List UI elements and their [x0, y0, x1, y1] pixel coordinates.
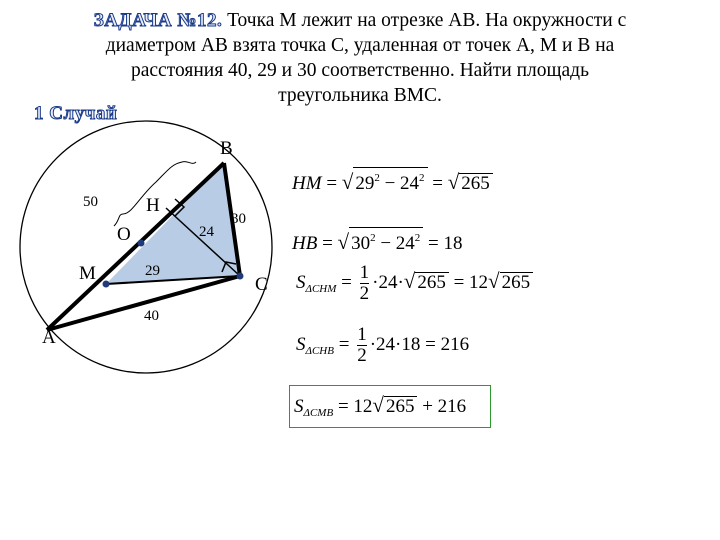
- s-chm-rad2: 265: [500, 272, 534, 293]
- hb-a: 30: [351, 233, 371, 254]
- s-chb-sub: ΔCHB: [305, 344, 334, 357]
- s-chm-num: 1: [359, 262, 370, 283]
- s-chm-sub: ΔCHM: [305, 282, 337, 295]
- label-h: H: [146, 195, 160, 216]
- s-chb-eq2: =: [425, 333, 436, 355]
- formula-s-chm: [296, 263, 533, 304]
- s-cmb-s: S: [294, 396, 304, 417]
- formula-hb: [292, 227, 463, 255]
- s-chm-mid: ·24·: [372, 271, 404, 293]
- formula-s-chb: [296, 325, 469, 366]
- s-cmb-eq: =: [337, 396, 349, 417]
- hm-exp-a: 2: [374, 172, 380, 184]
- sqrt-icon: √: [337, 230, 350, 254]
- value-24: 24: [199, 224, 214, 240]
- s-cmb-sub: ΔCMB: [303, 407, 334, 419]
- s-chb-mid: ·24·18: [369, 333, 421, 355]
- sqrt-icon: √: [372, 393, 384, 417]
- s-cmb-coef: 12: [353, 396, 373, 417]
- label-a: A: [42, 327, 56, 348]
- hm-b: 24: [400, 173, 420, 194]
- problem-line-2: диаметром AB взята точка C, удаленная от точек A, M и B на: [105, 35, 615, 56]
- sqrt-icon: √: [447, 170, 460, 194]
- case-label: 1 Случай: [34, 103, 118, 124]
- value-30: 30: [231, 211, 246, 227]
- hb-eq2: =: [428, 233, 439, 254]
- formula-s-cmb: [294, 393, 466, 419]
- sqrt-icon: √: [488, 268, 500, 293]
- problem-line-4: треугольника BMC.: [278, 85, 442, 106]
- value-50: 50: [83, 194, 98, 210]
- point-m: [103, 281, 110, 288]
- hb-radicand: [349, 227, 423, 254]
- s-chm-s: S: [296, 271, 306, 293]
- value-29: 29: [145, 263, 160, 279]
- s-chb-fraction: [357, 325, 367, 366]
- s-chb-eq: =: [338, 333, 350, 355]
- s-chm-rad: 265: [415, 272, 449, 293]
- s-chm-den: 2: [359, 283, 370, 304]
- s-chb-s: S: [296, 333, 306, 355]
- s-cmb-rad: 265: [384, 396, 418, 417]
- hb-lhs: HB: [292, 233, 318, 254]
- point-c: [237, 273, 244, 280]
- s-chb-den: 2: [357, 345, 367, 366]
- s-chm-eq: =: [341, 271, 352, 293]
- hm-exp-b: 2: [419, 172, 425, 184]
- problem-line-3: расстояния 40, 29 и 30 соответственно. Найти площадь: [131, 60, 589, 81]
- s-chb-result: 216: [440, 333, 470, 355]
- sqrt-icon: √: [403, 268, 416, 293]
- s-cmb-plus: + 216: [422, 396, 467, 417]
- s-chm-eq2: =: [453, 271, 465, 293]
- hb-eq: =: [322, 233, 333, 254]
- label-m: M: [79, 263, 96, 284]
- hm-minus: −: [384, 173, 396, 194]
- value-40: 40: [144, 308, 159, 324]
- hm-lhs: HM: [292, 173, 322, 194]
- hb-b: 24: [395, 233, 415, 254]
- sqrt-icon: √: [341, 170, 354, 194]
- task-label: ЗАДАЧА №12.: [93, 10, 223, 31]
- label-o: O: [117, 224, 131, 245]
- hm-radicand: [353, 167, 427, 194]
- s-chm-fraction: [360, 263, 370, 304]
- problem-text-1: Точка M лежит на отрезке AB. На окружности с: [227, 10, 627, 31]
- s-chb-num: 1: [357, 324, 367, 345]
- formula-hm: [292, 167, 493, 195]
- hm-eq: =: [326, 173, 338, 194]
- hm-eq2: =: [432, 173, 443, 194]
- hm-result: 265: [459, 173, 493, 194]
- hb-exp-a: 2: [370, 232, 376, 244]
- hb-minus: −: [380, 233, 392, 254]
- hb-result: 18: [443, 233, 463, 254]
- s-chm-coef: 12: [469, 271, 489, 293]
- hm-a: 29: [355, 173, 375, 194]
- point-o: [138, 240, 145, 247]
- label-c: C: [255, 274, 268, 295]
- hb-exp-b: 2: [414, 232, 421, 244]
- label-b: B: [220, 138, 233, 159]
